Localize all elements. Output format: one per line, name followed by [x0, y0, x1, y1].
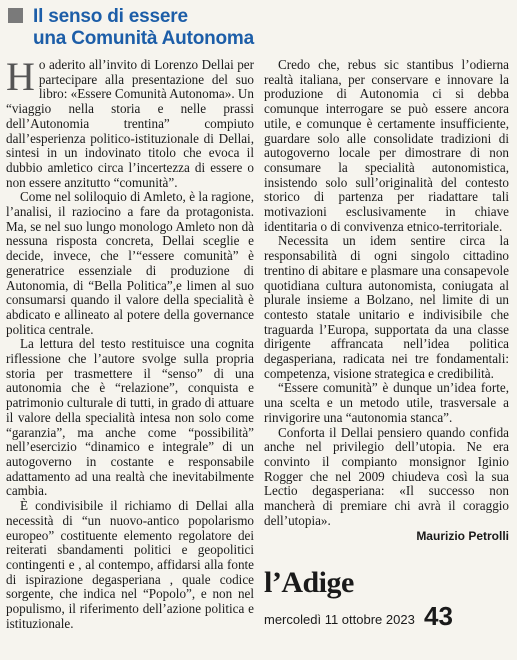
author-signature: Maurizio Petrolli	[416, 528, 509, 543]
page-number: 43	[424, 601, 453, 631]
drop-cap: H	[6, 54, 35, 99]
paragraph: Ho aderito all’invito di Lorenzo Dellai per partecipare alla presentazione del suo libro: «Essere Comunità Autonoma». Un “viaggio nella storia e nelle prassi dell’Autonomia trentina” compiuto dall’esperienza politico-istituzionale di Dellai, sintesi in un indovinato titolo che evoca il dubbio amletico circa l’incertezza di essere o non essere anzitutto “comunità”.	[6, 54, 254, 190]
newspaper-logo: l’Adige	[264, 566, 354, 599]
paragraph: La lettura del testo restituisce una cognita riflessione che l’autore svolge sulla propria storia per trasmettere il “senso” di una autonomia che è “relazione”, conquista e patrimonio culturale di tutti, in grado di attuare il valore della specialità intesa non solo come “garanzia”, ma anche come “possibilità” nell’esercizio “dinamico e integrale” di un autogoverno in costante e responsabile adattamento ad una realtà che inevitabilmente cambia.	[6, 336, 254, 499]
section-marker	[8, 8, 23, 23]
publication-date: mercoledì 11 ottobre 2023	[264, 612, 415, 627]
paragraph: Come nel soliloquio di Amleto, è la ragione, l’analisi, il raziocino a fare da protagonista. Ma, se nel suo lungo monologo Amleto non dà nessuna risposta concreta, Dellai sceglie e decide, invece, che l’“essere comunità” è generatrice essenziale di produzione di Autonomia, di “Bella Politica”,e limen al suo consumarsi quando il valore della specialità è abdicato e allineato al potere della governance politica centrale.	[6, 189, 254, 337]
article-column-right	[264, 58, 509, 543]
article-column-left	[6, 54, 254, 631]
title-line-1: Il senso di essere	[33, 6, 188, 27]
paragraph: È condivisibile il richiamo di Dellai alla necessità di “un nuovo-antico popolarismo europeo” costituente elemento regolatore dei reiterati sbandamenti politici e geopolitici contingenti e , al contempo, affidarsi alla fonte di ispirazione degasperiana , quale codice sorgente, che indica nel “Popolo”, e non nel populismo, il riferimento dell’azione politica e istituzionale.	[6, 498, 254, 631]
paragraph: “Essere comunità” è dunque un’idea forte, una scelta e un metodo utile, trasversale a rinvigorire una “autonomia stanca”.	[264, 380, 509, 425]
article-header	[8, 6, 258, 50]
article-title	[33, 6, 254, 50]
paragraph: Credo che, rebus sic stantibus l’odierna realtà italiana, per conservare e innovare la produzione di Autonomia ci si debba comunque interrogare se può essere ancora utile, e comunque è certamente insufficiente, guardare solo alle consolidate tradizioni di autogoverno locale per dimostrare di non consumare la specialità autonomistica, insistendo solo sull’originalità del contesto storico di partenza per riadattare tali motivazioni esclusivamente in chiave identitaria o di convivenza etnico-territoriale.	[264, 57, 509, 234]
title-line-2: una Comunità Autonoma	[33, 28, 254, 49]
paragraph: Conforta il Dellai pensiero quando confida anche nel privilegio dell’utopia. Ne era convinto il compianto monsignor Iginio Rogger che nel 2009 chiudeva così la sua Lectio degasperiana: «Il successo non mancherà di premiare chi avrà il coraggio dell’utopia».	[264, 424, 509, 528]
paragraph: Necessita un idem sentire circa la responsabilità di ogni singolo cittadino trentino di abitare e plasmare una consapevole quotidiana cultura autonomista, coniugata al plurale insieme a Bolzano, nel limite di un contesto statale unitario e indivisibile che traguarda l’Europa, supportata da una classe dirigente affrancata nell’idea politica degasperiana, radicata nei tre fondamentali: competenza, visione strategica e credibilità.	[264, 233, 509, 381]
